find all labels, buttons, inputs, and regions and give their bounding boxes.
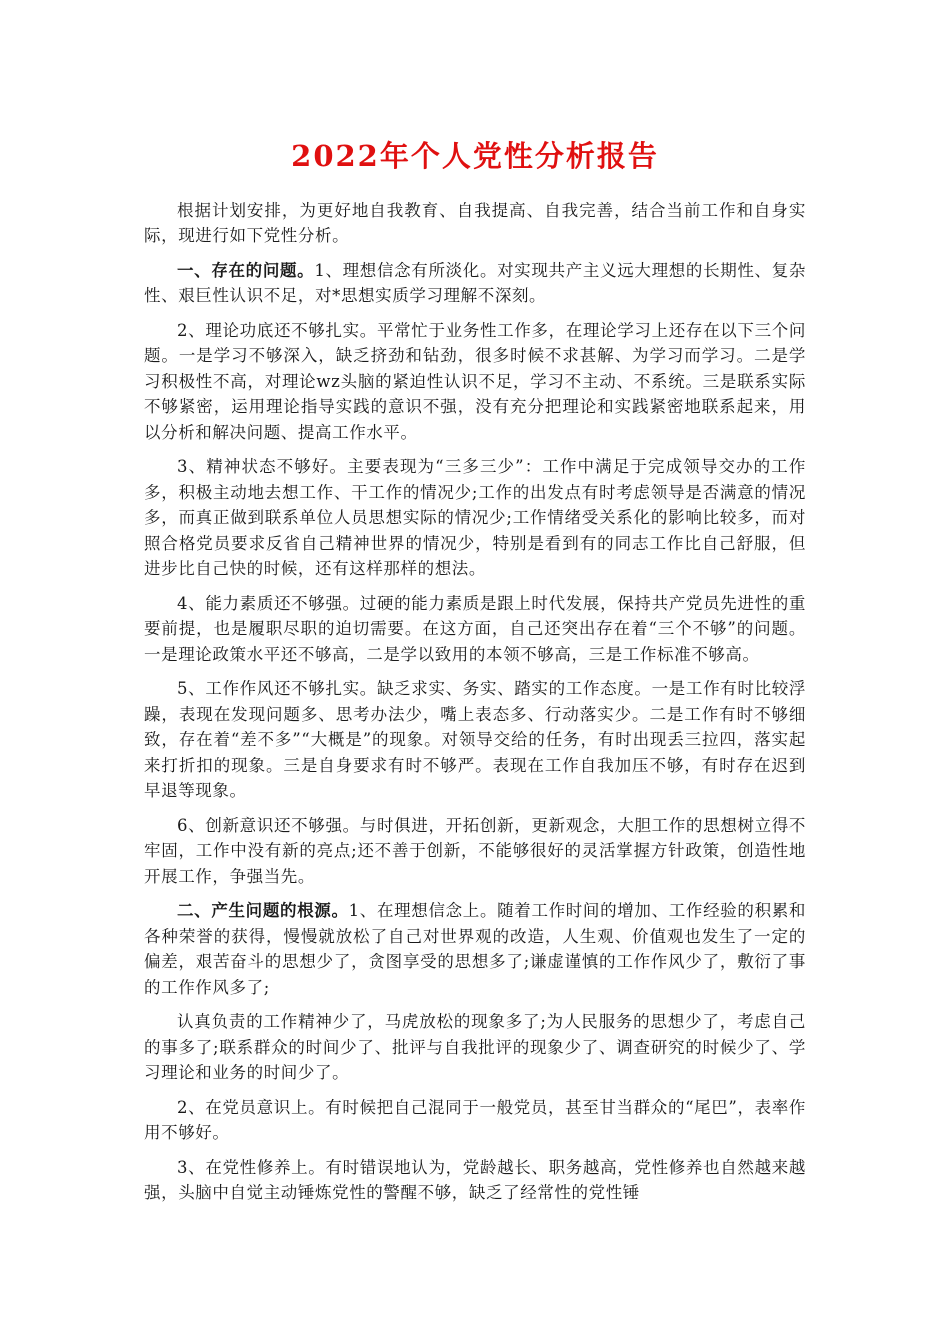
paragraph — [144, 1009, 806, 1086]
paragraph — [144, 591, 806, 668]
paragraph — [144, 318, 806, 446]
paragraph — [144, 1095, 806, 1146]
paragraph-text: 4、能力素质还不够强。过硬的能力素质是跟上时代发展，保持共产党员先进性的重要前提，也是履职尽职的迫切需要。在这方面，自己还突出存在着“三个不够”的问题。一是理论政策水平还不够高，二是学以致用的本领不够高，三是工作标准不够高。 — [144, 593, 806, 664]
document-title: 2022年个人党性分析报告 — [291, 139, 659, 173]
paragraph-text: 1、在理想信念上。随着工作时间的增加、工作经验的积累和各种荣誉的获得，慢慢就放松了自己对世界观的改造，人生观、价值观也发生了一定的偏差，艰苦奋斗的思想少了，贪图享受的思想多了;谦虚谨慎的工作作风少了，敷衍了事的工作作风多了; — [144, 901, 806, 997]
paragraph — [144, 1155, 806, 1206]
paragraph — [144, 454, 806, 582]
paragraph — [144, 813, 806, 890]
paragraph — [144, 258, 806, 309]
paragraph-text: 6、创新意识还不够强。与时俱进，开拓创新，更新观念，大胆工作的思想树立得不牢固，工作中没有新的亮点;还不善于创新，不能够很好的灵活掌握方针政策，创造性地开展工作，争强当先。 — [144, 815, 806, 886]
paragraph-text: 认真负责的工作精神少了，马虎放松的现象多了;为人民服务的思想少了，考虑自己的事多了;联系群众的时间少了、批评与自我批评的现象少了、调查研究的时候少了、学习理论和业务的时间少了。 — [144, 1012, 806, 1083]
paragraph — [144, 898, 806, 1000]
paragraph-text: 根据计划安排，为更好地自我教育、自我提高、自我完善，结合当前工作和自身实际，现进行如下党性分析。 — [144, 200, 806, 246]
paragraph-text: 2、理论功底还不够扎实。平常忙于业务性工作多，在理论学习上还存在以下三个问题。一是学习不够深入，缺乏挤劲和钻劲，很多时候不求甚解、为学习而学习。二是学习积极性不高，对理论wz头脑的紧迫性认识不足，学习不主动、不系统。三是联系实际不够紧密，运用理论指导实践的意识不强，没有充分把理论和实践紧密地联系起来，用以分析和解决问题、提高工作水平。 — [144, 320, 806, 442]
paragraph-text: 3、精神状态不够好。主要表现为“三多三少”：工作中满足于完成领导交办的工作多，积极主动地去想工作、干工作的情况少;工作的出发点有时考虑领导是否满意的情况多，而真正做到联系单位人员思想实际的情况少;工作情绪受关系化的影响比较多，而对照合格党员要求反省自己精神世界的情况少，特别是看到有的同志工作比自己舒服，但进步比自己快的时候，还有这样那样的想法。 — [144, 457, 806, 579]
paragraph-text: 5、工作作风还不够扎实。缺乏求实、务实、踏实的工作态度。一是工作有时比较浮躁，表现在发现问题多、思考办法少，嘴上表态多、行动落实少。二是工作有时不够细致，存在着“差不多”“大概是”的现象。对领导交给的任务，有时出现丢三拉四，落实起来打折扣的现象。三是自身要求有时不够严。表现在工作自我加压不够，有时存在迟到早退等现象。 — [144, 679, 806, 801]
paragraph — [144, 676, 806, 804]
paragraph-heading: 二、产生问题的根源。 — [177, 901, 349, 921]
paragraph — [144, 198, 806, 249]
paragraph-text: 1、理想信念有所淡化。对实现共产主义远大理想的长期性、复杂性、艰巨性认识不足，对*思想实质学习理解不深刻。 — [144, 260, 806, 306]
paragraph-heading: 一、存在的问题。 — [177, 260, 315, 280]
paragraph-text: 3、在党性修养上。有时错误地认为，党龄越长、职务越高，党性修养也自然越来越强，头脑中自觉主动锤炼党性的警醒不够，缺乏了经常性的党性锤 — [144, 1157, 806, 1203]
paragraph-text: 2、在党员意识上。有时候把自己混同于一般党员，甚至甘当群众的“尾巴”，表率作用不够好。 — [144, 1097, 806, 1143]
